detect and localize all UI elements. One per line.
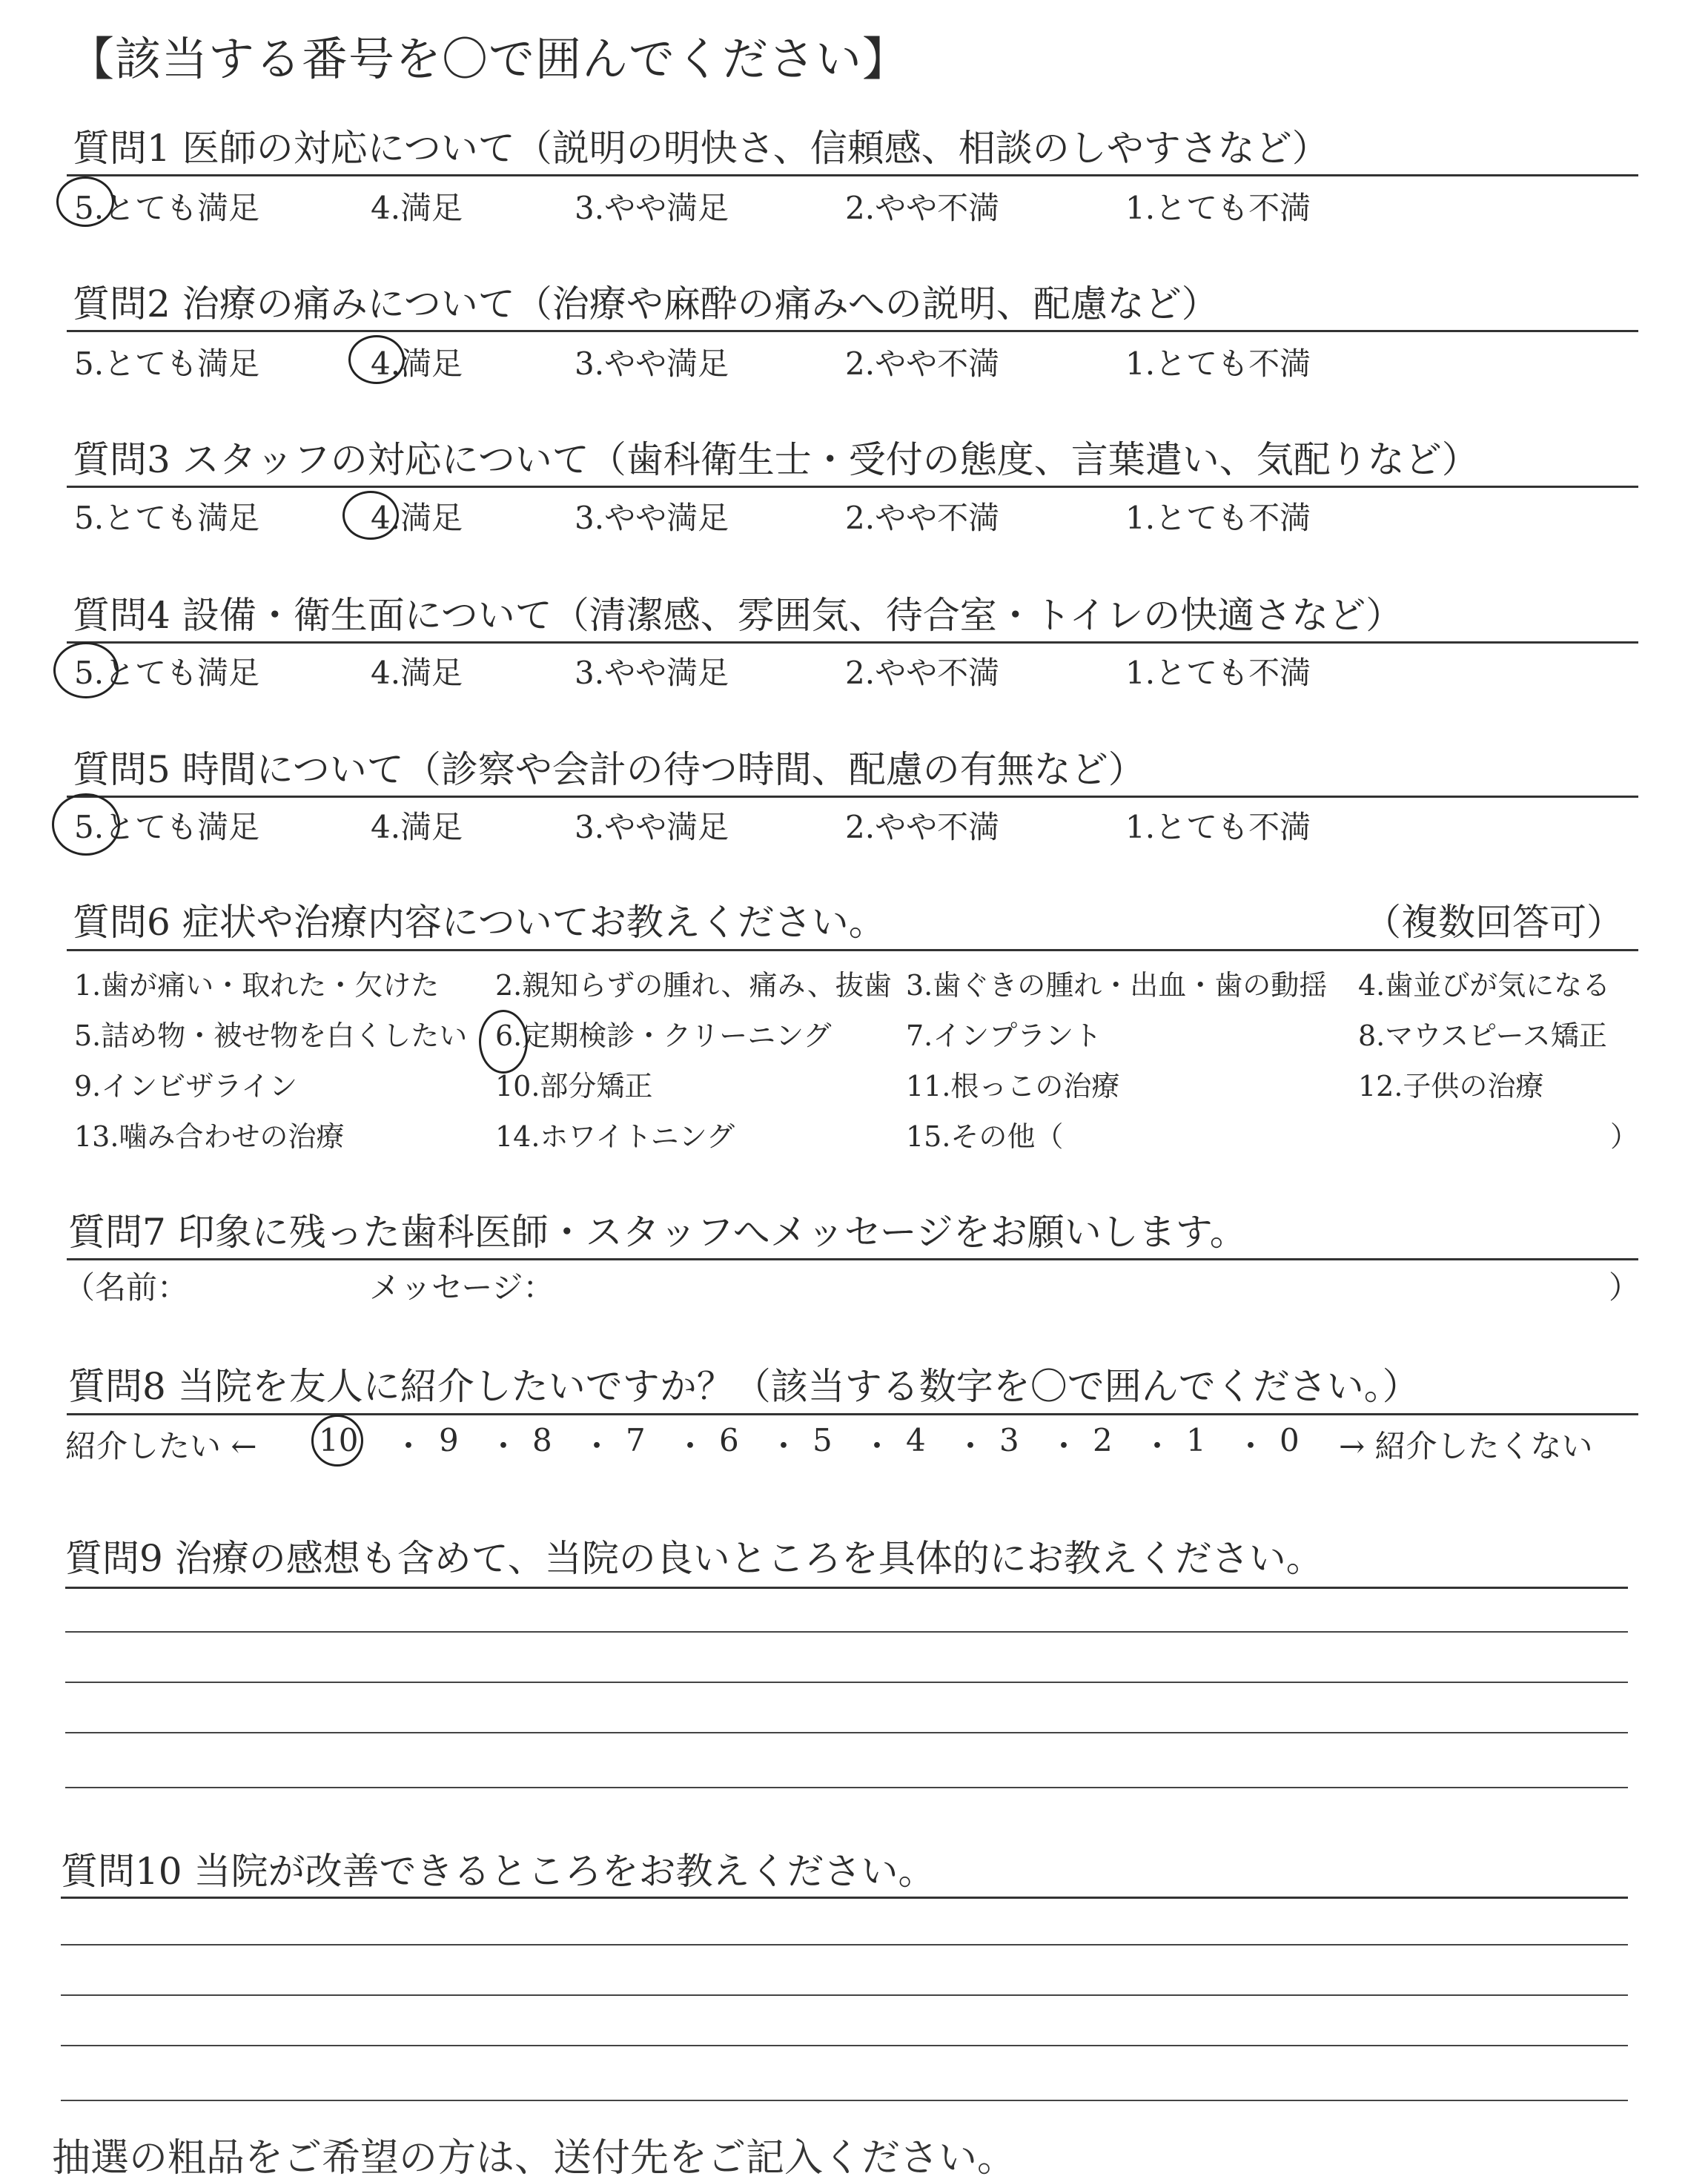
q10-rule-top	[61, 1897, 1628, 1899]
q4-option-3[interactable]: 3.やや満足	[575, 655, 729, 691]
q9-answer-line[interactable]	[65, 1787, 1628, 1788]
q8-value-5[interactable]: 5	[812, 1422, 833, 1458]
question-6-heading: 質問6 症状や治療内容についてお教えください。	[73, 901, 886, 944]
q6-item-1[interactable]: 1.歯が痛い・取れた・欠けた	[74, 969, 440, 1002]
q3-option-4[interactable]: 4.満足	[371, 500, 463, 536]
q8-sep: ・	[393, 1428, 425, 1464]
q6-item-2[interactable]: 2.親知らずの腫れ、痛み、抜歯	[495, 969, 892, 1002]
q7-message-label: メッセージ：	[369, 1269, 555, 1306]
q4-option-1[interactable]: 1.とても不満	[1125, 655, 1311, 691]
question-4-heading: 質問4 設備・衛生面について（清潔感、雰囲気、待合室・トイレの快適さなど）	[73, 594, 1403, 637]
question-8-heading: 質問8 当院を友人に紹介したいですか？（該当する数字を〇で囲んでください。）	[68, 1365, 1420, 1408]
q8-sep: ・	[1048, 1428, 1080, 1464]
q6-item-14[interactable]: 14.ホワイトニング	[495, 1120, 735, 1153]
q6-item-7[interactable]: 7.インプラント	[906, 1019, 1102, 1052]
q4-option-5[interactable]: 5.とても満足	[74, 655, 260, 691]
q4-selection-circle	[53, 642, 119, 698]
form-title: 【該当する番号を〇で囲んでください】	[68, 32, 910, 86]
q2-option-5[interactable]: 5.とても満足	[74, 346, 260, 382]
q9-answer-line[interactable]	[65, 1732, 1628, 1733]
q8-right-label: → 紹介したくない	[1339, 1428, 1593, 1464]
footer-partial-text: 抽選の粗品をご希望の方は、送付先をご記入ください。	[52, 2136, 1016, 2181]
q1-option-3[interactable]: 3.やや満足	[575, 190, 729, 226]
q9-answer-line[interactable]	[65, 1631, 1628, 1633]
q5-option-3[interactable]: 3.やや満足	[575, 809, 729, 845]
q8-sep: ・	[488, 1428, 520, 1464]
q7-close-paren: ）	[1609, 1269, 1641, 1306]
question-7-heading: 質問7 印象に残った歯科医師・スタッフへメッセージをお願いします。	[68, 1211, 1247, 1254]
q5-selection-circle	[52, 793, 120, 856]
q6-item-15-close: ）	[1610, 1120, 1639, 1153]
q10-answer-line[interactable]	[61, 1994, 1628, 1996]
q6-item-3[interactable]: 3.歯ぐきの腫れ・出血・歯の動揺	[906, 969, 1328, 1002]
q1-option-4[interactable]: 4.満足	[371, 190, 463, 226]
q8-value-8[interactable]: 8	[532, 1422, 552, 1458]
q8-value-0[interactable]: 0	[1280, 1422, 1300, 1458]
q2-option-2[interactable]: 2.やや不満	[845, 346, 1000, 382]
q5-option-1[interactable]: 1.とても不満	[1125, 809, 1311, 845]
q6-item-15[interactable]: 15.その他（	[906, 1120, 1064, 1153]
q8-sep: ・	[768, 1428, 800, 1464]
q10-answer-line[interactable]	[61, 1944, 1628, 1945]
question-6-rule	[67, 949, 1638, 951]
q1-option-2[interactable]: 2.やや不満	[845, 190, 1000, 226]
q6-item-4[interactable]: 4.歯並びが気になる	[1358, 969, 1611, 1002]
question-10-heading: 質問10 当院が改善できるところをお教えください。	[61, 1850, 936, 1893]
q4-option-2[interactable]: 2.やや不満	[845, 655, 1000, 691]
q7-name-label: （名前：	[64, 1269, 189, 1306]
q6-item-6[interactable]: 6.定期検診・クリーニング	[495, 1019, 832, 1052]
q3-option-1[interactable]: 1.とても不満	[1125, 500, 1311, 536]
question-9-heading: 質問9 治療の感想も含めて、当院の良いところを具体的にお教えください。	[65, 1537, 1323, 1580]
q1-selection-circle	[56, 176, 114, 227]
question-5-heading: 質問5 時間について（診察や会計の待つ時間、配慮の有無など）	[73, 748, 1145, 791]
q3-option-2[interactable]: 2.やや不満	[845, 500, 1000, 536]
q5-option-4[interactable]: 4.満足	[371, 809, 463, 845]
q8-sep: ・	[1235, 1428, 1267, 1464]
q8-value-2[interactable]: 2	[1093, 1422, 1113, 1458]
q8-value-10[interactable]: 10	[319, 1422, 359, 1458]
q6-selection-circle	[479, 1010, 528, 1074]
q6-item-11[interactable]: 11.根っこの治療	[906, 1070, 1120, 1102]
q8-selection-circle	[311, 1415, 363, 1467]
q10-answer-line[interactable]	[61, 2100, 1628, 2101]
q3-selection-circle	[342, 491, 399, 540]
q3-option-3[interactable]: 3.やや満足	[575, 500, 729, 536]
q3-option-5[interactable]: 5.とても満足	[74, 500, 260, 536]
question-1-rule	[67, 174, 1638, 176]
q6-item-13[interactable]: 13.噛み合わせの治療	[74, 1120, 345, 1153]
q2-option-3[interactable]: 3.やや満足	[575, 346, 729, 382]
question-7-rule	[67, 1258, 1638, 1260]
question-2-rule	[67, 330, 1638, 332]
q8-value-4[interactable]: 4	[906, 1422, 926, 1458]
q2-selection-circle	[348, 335, 405, 384]
q8-value-7[interactable]: 7	[626, 1422, 646, 1458]
question-3-rule	[67, 486, 1638, 488]
q4-option-4[interactable]: 4.満足	[371, 655, 463, 691]
q2-option-4[interactable]: 4.満足	[371, 346, 463, 382]
q6-item-8[interactable]: 8.マウスピース矯正	[1358, 1019, 1607, 1052]
question-3-heading: 質問3 スタッフの対応について（歯科衛生士・受付の態度、言葉遣い、気配りなど）	[73, 438, 1479, 481]
q8-value-1[interactable]: 1	[1186, 1422, 1206, 1458]
question-2-heading: 質問2 治療の痛みについて（治療や麻酔の痛みへの説明、配慮など）	[73, 282, 1219, 325]
q9-rule-top	[65, 1587, 1628, 1589]
q10-answer-line[interactable]	[61, 2045, 1628, 2046]
question-4-rule	[67, 641, 1638, 644]
q8-sep: ・	[955, 1428, 987, 1464]
q6-item-5[interactable]: 5.詰め物・被せ物を白くしたい	[74, 1019, 468, 1052]
q5-option-5[interactable]: 5.とても満足	[74, 809, 260, 845]
q1-option-1[interactable]: 1.とても不満	[1125, 190, 1311, 226]
q8-sep: ・	[675, 1428, 706, 1464]
q2-option-1[interactable]: 1.とても不満	[1125, 346, 1311, 382]
question-6-note: （複数回答可）	[1364, 901, 1623, 944]
q5-option-2[interactable]: 2.やや不満	[845, 809, 1000, 845]
q6-item-9[interactable]: 9.インビザライン	[74, 1070, 298, 1102]
q1-option-5[interactable]: 5.とても満足	[74, 190, 260, 226]
q8-value-3[interactable]: 3	[999, 1422, 1019, 1458]
question-1-heading: 質問1 医師の対応について（説明の明快さ、信頼感、相談のしやすさなど）	[73, 127, 1329, 170]
q8-sep: ・	[1142, 1428, 1174, 1464]
q9-answer-line[interactable]	[65, 1682, 1628, 1683]
question-5-rule	[67, 796, 1638, 798]
q8-value-9[interactable]: 9	[439, 1422, 459, 1458]
q6-item-10[interactable]: 10.部分矯正	[495, 1070, 653, 1102]
q8-value-6[interactable]: 6	[719, 1422, 739, 1458]
q8-sep: ・	[581, 1428, 613, 1464]
question-8-rule	[67, 1413, 1638, 1415]
q8-sep: ・	[861, 1428, 893, 1464]
q6-item-12[interactable]: 12.子供の治療	[1358, 1070, 1544, 1102]
q8-left-label: 紹介したい ←	[65, 1428, 257, 1464]
